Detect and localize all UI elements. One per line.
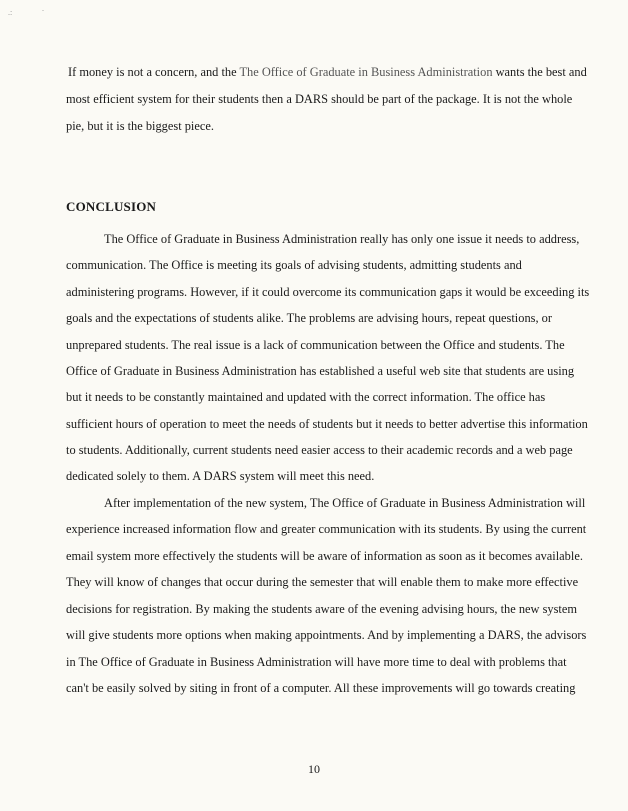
paragraph-line: to students. Additionally, current students need easier access to their academic records and a web page bbox=[66, 443, 573, 457]
paragraph-line: After implementation of the new system, The Office of Graduate in Business Administration will bbox=[104, 496, 586, 510]
paragraph-line: will give students more options when making appointments. And by implementing a DARS, the advisors bbox=[66, 628, 587, 642]
paragraph-line: decisions for registration. By making the students aware of the evening advising hours, the new system bbox=[66, 602, 578, 616]
intro-line-2: most efficient system for their students then a DARS should be part of the package. It is not the whole bbox=[66, 92, 573, 106]
intro-line-1 bbox=[68, 65, 587, 79]
paragraph-line: Office of Graduate in Business Administration has established a useful web site that students are using bbox=[66, 364, 575, 378]
highlighted-office-name: The Office of Graduate in Business Administration bbox=[239, 65, 493, 79]
paragraph-line: unprepared students. The real issue is a lack of communication between the Office and students. The bbox=[66, 338, 565, 352]
page-number: 10 bbox=[308, 762, 320, 776]
paragraph-line: email system more effectively the students will be aware of information as soon as it becomes available. bbox=[66, 549, 583, 563]
scan-speck: . bbox=[42, 4, 44, 13]
paragraph-line: goals and the expectations of students alike. The problems are advising hours, repeat questions, or bbox=[66, 311, 552, 325]
paragraph-line: can't be easily solved by siting in front of a computer. All these improvements will go towards creating bbox=[66, 681, 576, 695]
intro-text: If money is not a concern, and the bbox=[68, 65, 240, 79]
paragraph-line: but it needs to be constantly maintained and updated with the correct information. The office has bbox=[66, 390, 546, 404]
section-heading: CONCLUSION bbox=[66, 199, 157, 214]
paragraph-line: communication. The Office is meeting its goals of advising students, admitting students and bbox=[66, 258, 522, 272]
intro-text: wants the best and bbox=[492, 65, 587, 79]
paragraph-line: experience increased information flow and greater communication with its students. By using the current bbox=[66, 522, 587, 536]
paragraph-line: sufficient hours of operation to meet the needs of students but it needs to better advertise this information bbox=[66, 417, 588, 431]
paragraph-line: administering programs. However, if it could overcome its communication gaps it would be exceeding its bbox=[66, 285, 590, 299]
scan-speck: .: bbox=[8, 8, 13, 17]
intro-line-3: pie, but it is the biggest piece. bbox=[66, 119, 214, 133]
paragraph-line: dedicated solely to them. A DARS system will meet this need. bbox=[66, 469, 375, 483]
paragraph-line: in The Office of Graduate in Business Administration will have more time to deal with problems that bbox=[66, 655, 567, 669]
paragraph-line: The Office of Graduate in Business Administration really has only one issue it needs to address, bbox=[104, 232, 580, 246]
paragraph-line: They will know of changes that occur during the semester that will enable them to make more effective bbox=[66, 575, 579, 589]
